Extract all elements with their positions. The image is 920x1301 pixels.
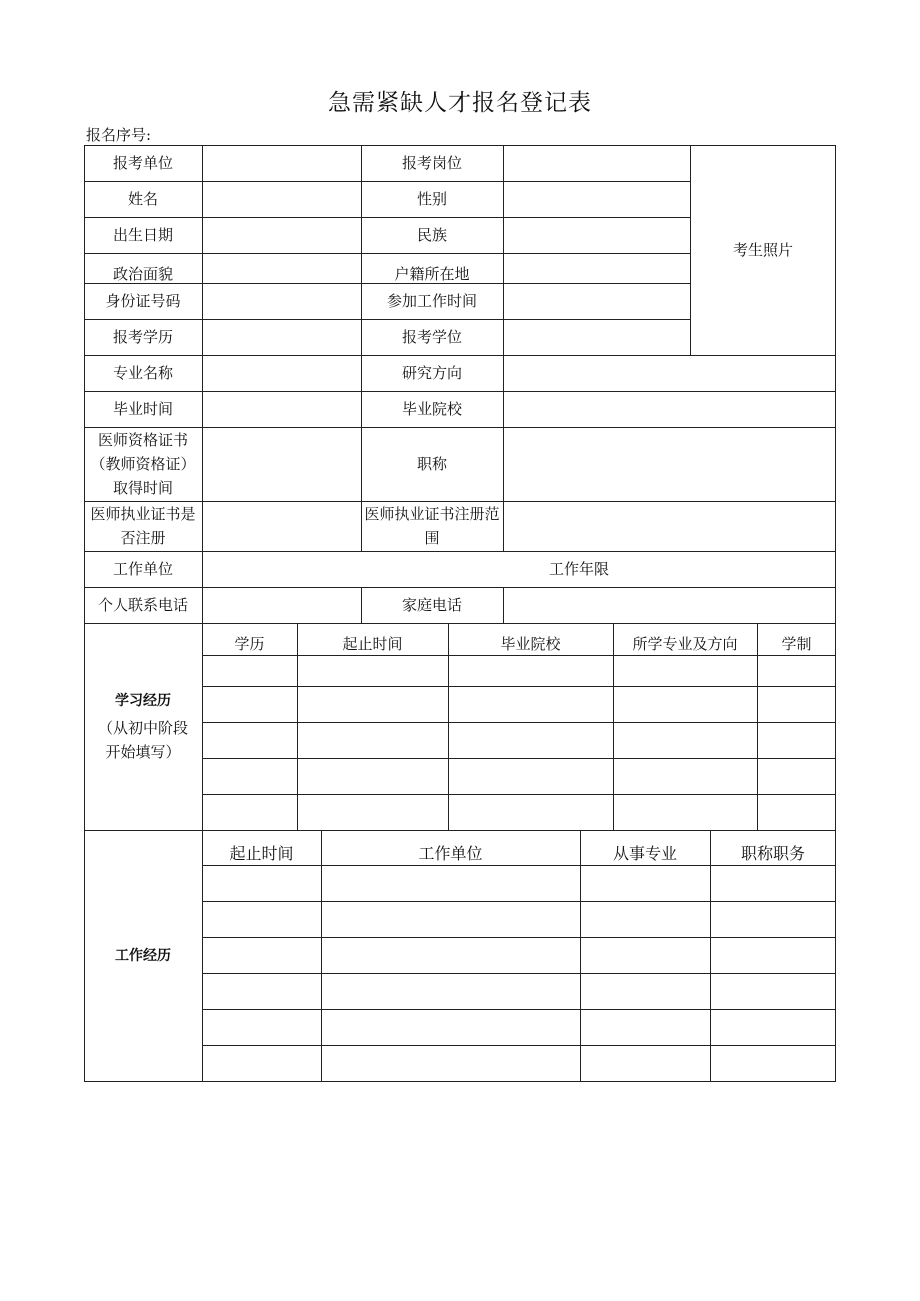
license-registered-label: 医师执业证书是 否注册 bbox=[90, 505, 196, 547]
work-history-label: 工作经历 bbox=[115, 948, 171, 964]
table-divider bbox=[84, 623, 836, 624]
graduation-school-field[interactable] bbox=[504, 392, 835, 426]
table-row[interactable] bbox=[203, 723, 835, 758]
work-start-time-label: 参加工作时间 bbox=[386, 292, 477, 310]
table-row[interactable] bbox=[203, 1010, 835, 1045]
work-col-specialty: 从事专业 bbox=[612, 844, 677, 863]
table-row[interactable] bbox=[203, 974, 835, 1009]
study-col-school: 毕业院校 bbox=[500, 635, 561, 653]
ethnicity-label: 民族 bbox=[416, 226, 447, 244]
table-row[interactable] bbox=[203, 866, 835, 901]
political-status-label: 政治面貌 bbox=[112, 265, 173, 283]
cert-time-field[interactable] bbox=[203, 428, 360, 500]
work-col-unit: 工作单位 bbox=[418, 844, 483, 863]
household-location-field[interactable] bbox=[504, 254, 689, 282]
page-title: 急需紧缺人才报名登记表 bbox=[328, 90, 592, 116]
study-col-period: 起止时间 bbox=[342, 635, 403, 653]
work-start-time-field[interactable] bbox=[504, 284, 689, 318]
study-col-duration: 学制 bbox=[781, 635, 812, 653]
personal-phone-label: 个人联系电话 bbox=[97, 596, 188, 614]
work-unit-label: 工作单位 bbox=[112, 560, 173, 578]
study-history-note: （从初中阶段 开始填写） bbox=[97, 719, 188, 761]
study-col-education: 学历 bbox=[234, 635, 265, 653]
graduation-school-label: 毕业院校 bbox=[401, 400, 462, 418]
ethnicity-field[interactable] bbox=[504, 218, 689, 252]
work-col-position: 职称职务 bbox=[740, 844, 805, 863]
education-field[interactable] bbox=[203, 320, 360, 354]
home-phone-field[interactable] bbox=[504, 588, 835, 622]
table-row[interactable] bbox=[203, 795, 835, 830]
major-label: 专业名称 bbox=[112, 364, 173, 382]
gender-label: 性别 bbox=[416, 190, 447, 208]
table-row[interactable] bbox=[203, 902, 835, 937]
apply-post-label: 报考岗位 bbox=[401, 154, 462, 172]
research-direction-label: 研究方向 bbox=[401, 364, 462, 382]
study-history-label: 学习经历 bbox=[115, 693, 171, 709]
table-row[interactable] bbox=[203, 656, 835, 686]
household-location-label: 户籍所在地 bbox=[394, 265, 470, 283]
apply-post-field[interactable] bbox=[504, 146, 689, 180]
major-field[interactable] bbox=[203, 356, 360, 390]
cert-time-label: 医师资格证书 （教师资格证） 取得时间 bbox=[90, 431, 196, 497]
table-row[interactable] bbox=[203, 938, 835, 973]
license-scope-field[interactable] bbox=[504, 502, 835, 550]
study-col-major: 所学专业及方向 bbox=[632, 635, 738, 653]
birth-date-label: 出生日期 bbox=[112, 226, 173, 244]
personal-phone-field[interactable] bbox=[203, 588, 360, 622]
apply-unit-label: 报考单位 bbox=[112, 154, 173, 172]
serial-number-label: 报名序号: bbox=[86, 126, 152, 144]
graduation-time-field[interactable] bbox=[203, 392, 360, 426]
photo-box[interactable]: 考生照片 bbox=[732, 241, 793, 259]
graduation-time-label: 毕业时间 bbox=[112, 400, 173, 418]
license-scope-label: 医师执业证书注册范 围 bbox=[364, 505, 500, 547]
id-number-label: 身份证号码 bbox=[105, 292, 181, 310]
work-unit-field[interactable] bbox=[203, 552, 503, 586]
table-row[interactable] bbox=[203, 759, 835, 794]
id-number-field[interactable] bbox=[203, 284, 360, 318]
birth-date-field[interactable] bbox=[203, 218, 360, 252]
home-phone-label: 家庭电话 bbox=[401, 596, 462, 614]
apply-unit-field[interactable] bbox=[203, 146, 360, 180]
work-col-period: 起止时间 bbox=[229, 844, 294, 863]
license-registered-field[interactable] bbox=[203, 502, 360, 550]
degree-label: 报考学位 bbox=[401, 328, 462, 346]
name-field[interactable] bbox=[203, 182, 360, 216]
registration-form bbox=[84, 145, 836, 1082]
name-label: 姓名 bbox=[127, 190, 158, 208]
gender-field[interactable] bbox=[504, 182, 689, 216]
work-years-field[interactable] bbox=[659, 552, 835, 586]
education-label: 报考学历 bbox=[112, 328, 173, 346]
table-row[interactable] bbox=[203, 687, 835, 722]
title-rank-label: 职称 bbox=[416, 455, 447, 473]
degree-field[interactable] bbox=[504, 320, 689, 354]
table-row[interactable] bbox=[203, 1046, 835, 1081]
political-status-field[interactable] bbox=[203, 254, 360, 282]
title-rank-field[interactable] bbox=[504, 428, 835, 500]
research-direction-field[interactable] bbox=[504, 356, 835, 390]
work-years-label: 工作年限 bbox=[548, 560, 609, 578]
